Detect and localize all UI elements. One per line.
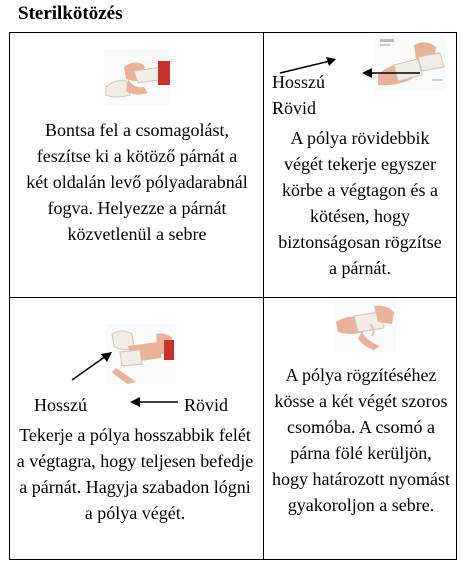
step-1-text: Bontsa fel a csomagolást, feszítse ki a kötöző párnát a két oldalán levő pólyadarabnál fogva. Helyezze a párnát közvetlenül a sebre (26, 120, 248, 244)
step-4-text: A pólya rögzítéséhez kösse a két végét szoros csomóba. A csomó a párna fölé kerüljön, hogy határozott nyomást gyakoroljon a sebre. (272, 365, 450, 515)
bandage-cover-photo (106, 324, 176, 384)
bandage-wrap-photo (374, 35, 446, 91)
bandage-knot-photo (334, 302, 396, 352)
step-cell-1 (10, 33, 263, 297)
bandage-hands-photo (104, 49, 170, 105)
arrow-short-icon (360, 65, 422, 81)
step-cell-3 (10, 298, 263, 560)
step-cell-4 (264, 298, 457, 560)
label-short: Rövid (272, 98, 317, 118)
step-3-text: Tekerje a pólya hosszabbik felét a végtagra, hogy teljesen befedje a párnát. Hagyja szabadon lógni a pólya végét. (16, 425, 254, 523)
label-long: Hosszú (34, 395, 87, 415)
instruction-table (9, 32, 457, 560)
arrow-long-icon (70, 348, 114, 384)
page-title: Sterilkötözés (18, 3, 123, 24)
label-long: Hosszú (272, 72, 325, 92)
step-2-text: A pólya rövidebbik végét tekerje egyszer körbe a végtagon és a kötésen, hogy biztonságosan rögzítse a párnát. (278, 128, 442, 278)
step-cell-2 (264, 33, 457, 297)
label-short: Rövid (184, 395, 229, 415)
arrow-short-icon (128, 394, 180, 410)
